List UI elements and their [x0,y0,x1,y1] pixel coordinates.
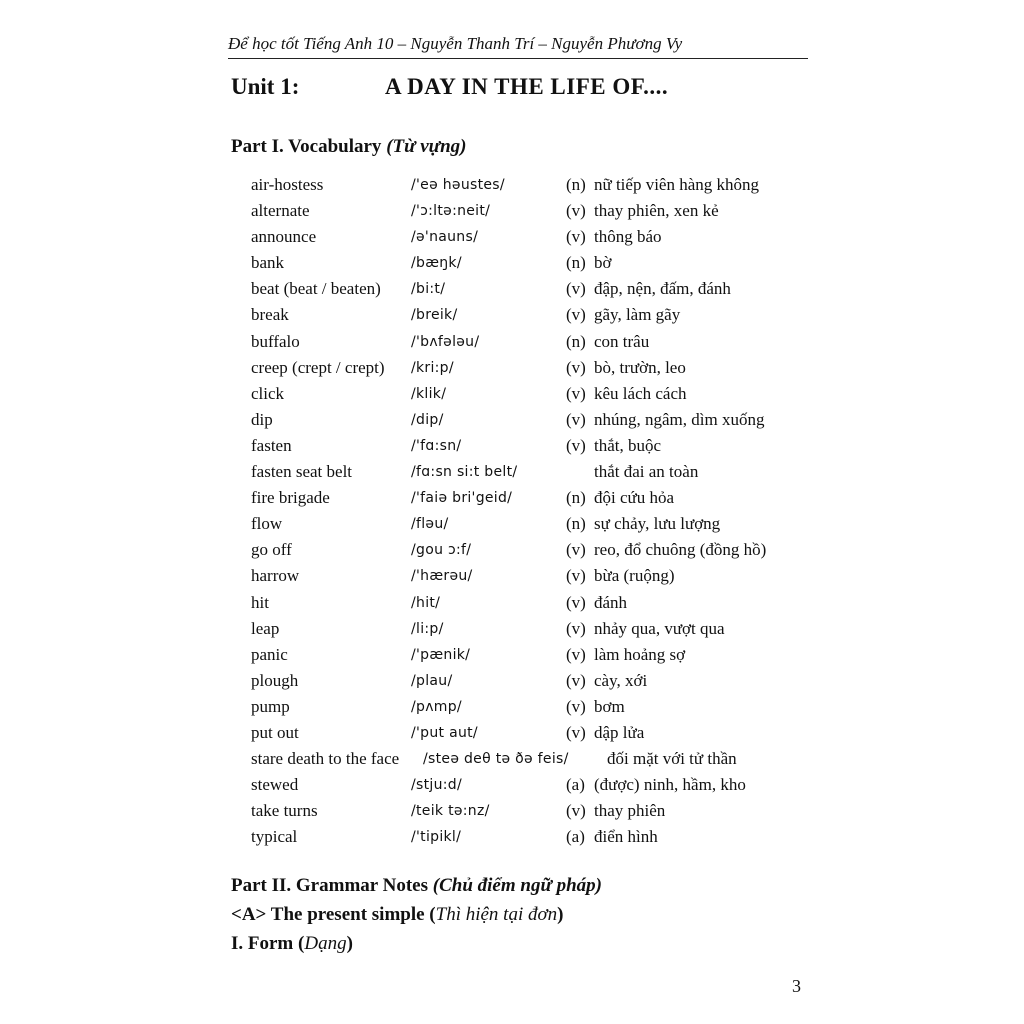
vocab-ipa: /pʌmp/ [411,698,462,715]
vocab-meaning: đập, nện, đấm, đánh [594,279,731,299]
vocab-word: plough [251,670,299,690]
vocab-row [251,250,791,276]
part2-heading-text: Part II. Grammar Notes [231,875,428,896]
vocab-row [251,276,791,302]
vocab-meaning: thay phiên, xen kẻ [594,201,719,221]
vocab-pos: (v) [566,696,586,716]
vocab-meaning: đánh [594,592,628,612]
vocab-word: fasten [251,435,292,455]
vocab-meaning: cày, xới [594,670,648,690]
vocab-meaning: nữ tiếp viên hàng không [594,175,760,194]
form-vn: Dạng [304,933,347,954]
vocab-row [251,798,791,824]
vocab-row [251,537,791,563]
vocab-row [251,355,791,381]
vocab-row [251,224,791,250]
vocab-meaning: reo, đổ chuông (đồng hồ) [594,540,767,560]
vocab-row [251,485,791,511]
vocab-word: air-hostess [251,175,324,194]
vocab-row [251,459,791,485]
vocab-pos: (v) [566,409,586,429]
vocab-meaning: thắt, buộc [594,435,662,455]
unit-label: Unit 1: [231,74,300,99]
vocab-pos: (v) [566,305,586,325]
vocab-pos: (n) [566,175,586,194]
form-label: I. Form [231,933,294,954]
vocab-meaning: đối mặt với tử thần [607,749,737,769]
vocab-meaning: dập lửa [594,722,645,742]
vocab-ipa: /ə'nauns/ [411,229,479,246]
vocab-pos: (v) [566,540,586,560]
vocab-meaning: sự chảy, lưu lượng [594,514,721,534]
vocab-row [251,302,791,328]
vocab-row [251,694,791,720]
vocab-meaning: con trâu [594,331,650,351]
vocab-ipa: /klik/ [411,385,447,402]
vocab-row [251,720,791,746]
vocab-pos: (v) [566,383,586,403]
vocab-ipa: /fɑ:sn si:t belt/ [411,464,518,481]
grammar-a-open: ( [429,904,436,925]
vocab-ipa: /'hærəu/ [411,568,473,585]
vocab-meaning: thay phiên [594,801,666,821]
page-number: 3 [792,976,801,996]
vocab-pos: (v) [566,644,586,664]
vocab-pos: (n) [566,488,586,508]
vocab-ipa: /kri:p/ [411,359,454,376]
unit-title: A DAY IN THE LIFE OF.... [385,74,669,99]
vocab-word: beat (beat / beaten) [251,279,381,299]
vocab-meaning: làm hoảng sợ [594,644,686,664]
vocab-word: dip [251,409,273,429]
part1-heading-vn: (Từ vựng) [386,136,467,157]
vocab-row [251,772,791,798]
vocab-word: go off [251,540,292,560]
vocabulary-list [251,172,791,850]
vocab-word: creep (crept / crept) [251,357,385,377]
vocab-row [251,668,791,694]
vocab-ipa: /gou ɔ:f/ [411,542,472,559]
vocab-ipa: /stju:d/ [411,777,462,794]
vocab-pos: (a) [566,827,585,847]
vocab-meaning: bừa (ruộng) [594,566,675,586]
vocab-pos: (a) [566,775,585,795]
vocab-row [251,642,791,668]
vocab-pos: (v) [566,722,586,742]
vocab-ipa: /'pænik/ [411,646,471,663]
vocab-pos: (v) [566,618,586,638]
vocab-meaning: điển hình [594,827,658,847]
vocab-word: take turns [251,801,318,821]
vocab-pos: (v) [566,201,586,221]
vocab-ipa: /fləu/ [411,516,449,533]
part2-heading [231,875,602,897]
vocab-ipa: /'tipikl/ [411,829,462,846]
vocab-pos: (v) [566,801,586,821]
vocab-ipa: /'eə həustes/ [411,177,505,193]
vocab-word: typical [251,827,298,847]
part2-heading-vn: (Chủ điểm ngữ pháp) [432,875,602,896]
part1-heading [231,136,466,158]
vocab-meaning: (được) ninh, hầm, kho [594,775,746,795]
vocab-pos: (v) [566,592,586,612]
vocab-word: hit [251,592,269,612]
vocab-word: pump [251,696,290,716]
vocab-row [251,746,791,772]
vocab-word: panic [251,644,288,664]
vocab-word: fasten seat belt [251,462,353,482]
form-heading [231,933,353,955]
vocab-word: stewed [251,775,299,795]
vocab-meaning: thông báo [594,227,662,247]
vocab-pos: (n) [566,331,586,351]
form-open: ( [298,933,305,954]
vocab-meaning: bơm [594,696,625,716]
vocab-word: buffalo [251,331,300,351]
vocab-ipa: /plau/ [411,672,453,689]
vocab-meaning: kêu lách cách [594,383,687,403]
grammar-a-vn: Thì hiện tại đơn [435,904,558,925]
vocab-word: alternate [251,201,310,221]
vocab-word: leap [251,618,280,638]
grammar-a-close: ) [557,904,564,925]
vocab-row [251,329,791,355]
vocab-row [251,824,791,850]
vocab-word: fire brigade [251,488,330,508]
vocab-meaning: bờ [594,253,612,273]
vocab-row [251,198,791,224]
vocab-word: bank [251,253,285,273]
vocab-ipa: /'ɔ:ltə:neit/ [411,203,491,220]
vocab-ipa: /breik/ [411,307,458,324]
form-close: ) [346,933,353,954]
vocab-meaning: nhúng, ngâm, dìm xuống [594,409,765,429]
vocab-word: put out [251,722,299,742]
vocab-word: break [251,305,289,325]
vocab-pos: (v) [566,227,586,247]
vocab-pos: (v) [566,566,586,586]
running-header: Để học tốt Tiếng Anh 10 – Nguyễn Thanh Trí – Nguyễn Phương Vy [228,34,808,59]
vocab-ipa: /teik tə:nz/ [411,803,490,820]
vocab-row [251,511,791,537]
vocab-row [251,590,791,616]
vocab-pos: (n) [566,514,586,534]
vocab-word: harrow [251,566,300,586]
vocab-meaning: thắt đai an toàn [594,462,699,482]
vocab-word: announce [251,227,317,247]
vocab-pos: (v) [566,435,586,455]
vocab-word: click [251,383,285,403]
vocab-pos: (v) [566,670,586,690]
vocab-row [251,563,791,589]
vocab-ipa: /li:p/ [411,620,444,637]
vocab-pos: (v) [566,279,586,299]
vocab-word: stare death to the face [251,749,400,769]
vocab-ipa: /hit/ [411,594,441,611]
vocab-ipa: /bæŋk/ [411,255,462,272]
vocab-row [251,407,791,433]
vocab-meaning: gãy, làm gãy [594,305,681,325]
vocab-ipa: /'put aut/ [411,724,478,741]
grammar-a-heading [231,904,563,926]
vocab-row [251,616,791,642]
vocab-pos: (v) [566,357,586,377]
vocab-meaning: nhảy qua, vượt qua [594,618,725,638]
vocab-row [251,381,791,407]
vocab-ipa: /dip/ [411,411,444,428]
vocab-ipa: /steə deθ tə ðə feis/ [423,751,569,768]
vocab-meaning: bò, trườn, leo [594,357,686,377]
grammar-a-text: <A> The present simple [231,904,425,925]
vocab-pos: (n) [566,253,586,273]
vocab-row [251,172,791,198]
vocab-ipa: /'fɑ:sn/ [411,437,462,454]
vocab-ipa: /'faiə bri'geid/ [411,490,513,507]
part1-heading-text: Part I. Vocabulary [231,136,382,157]
vocab-ipa: /'bʌfələu/ [411,333,480,350]
vocab-ipa: /bi:t/ [411,281,446,298]
vocab-word: flow [251,514,283,534]
vocab-meaning: đội cứu hỏa [594,488,675,508]
vocab-row [251,433,791,459]
